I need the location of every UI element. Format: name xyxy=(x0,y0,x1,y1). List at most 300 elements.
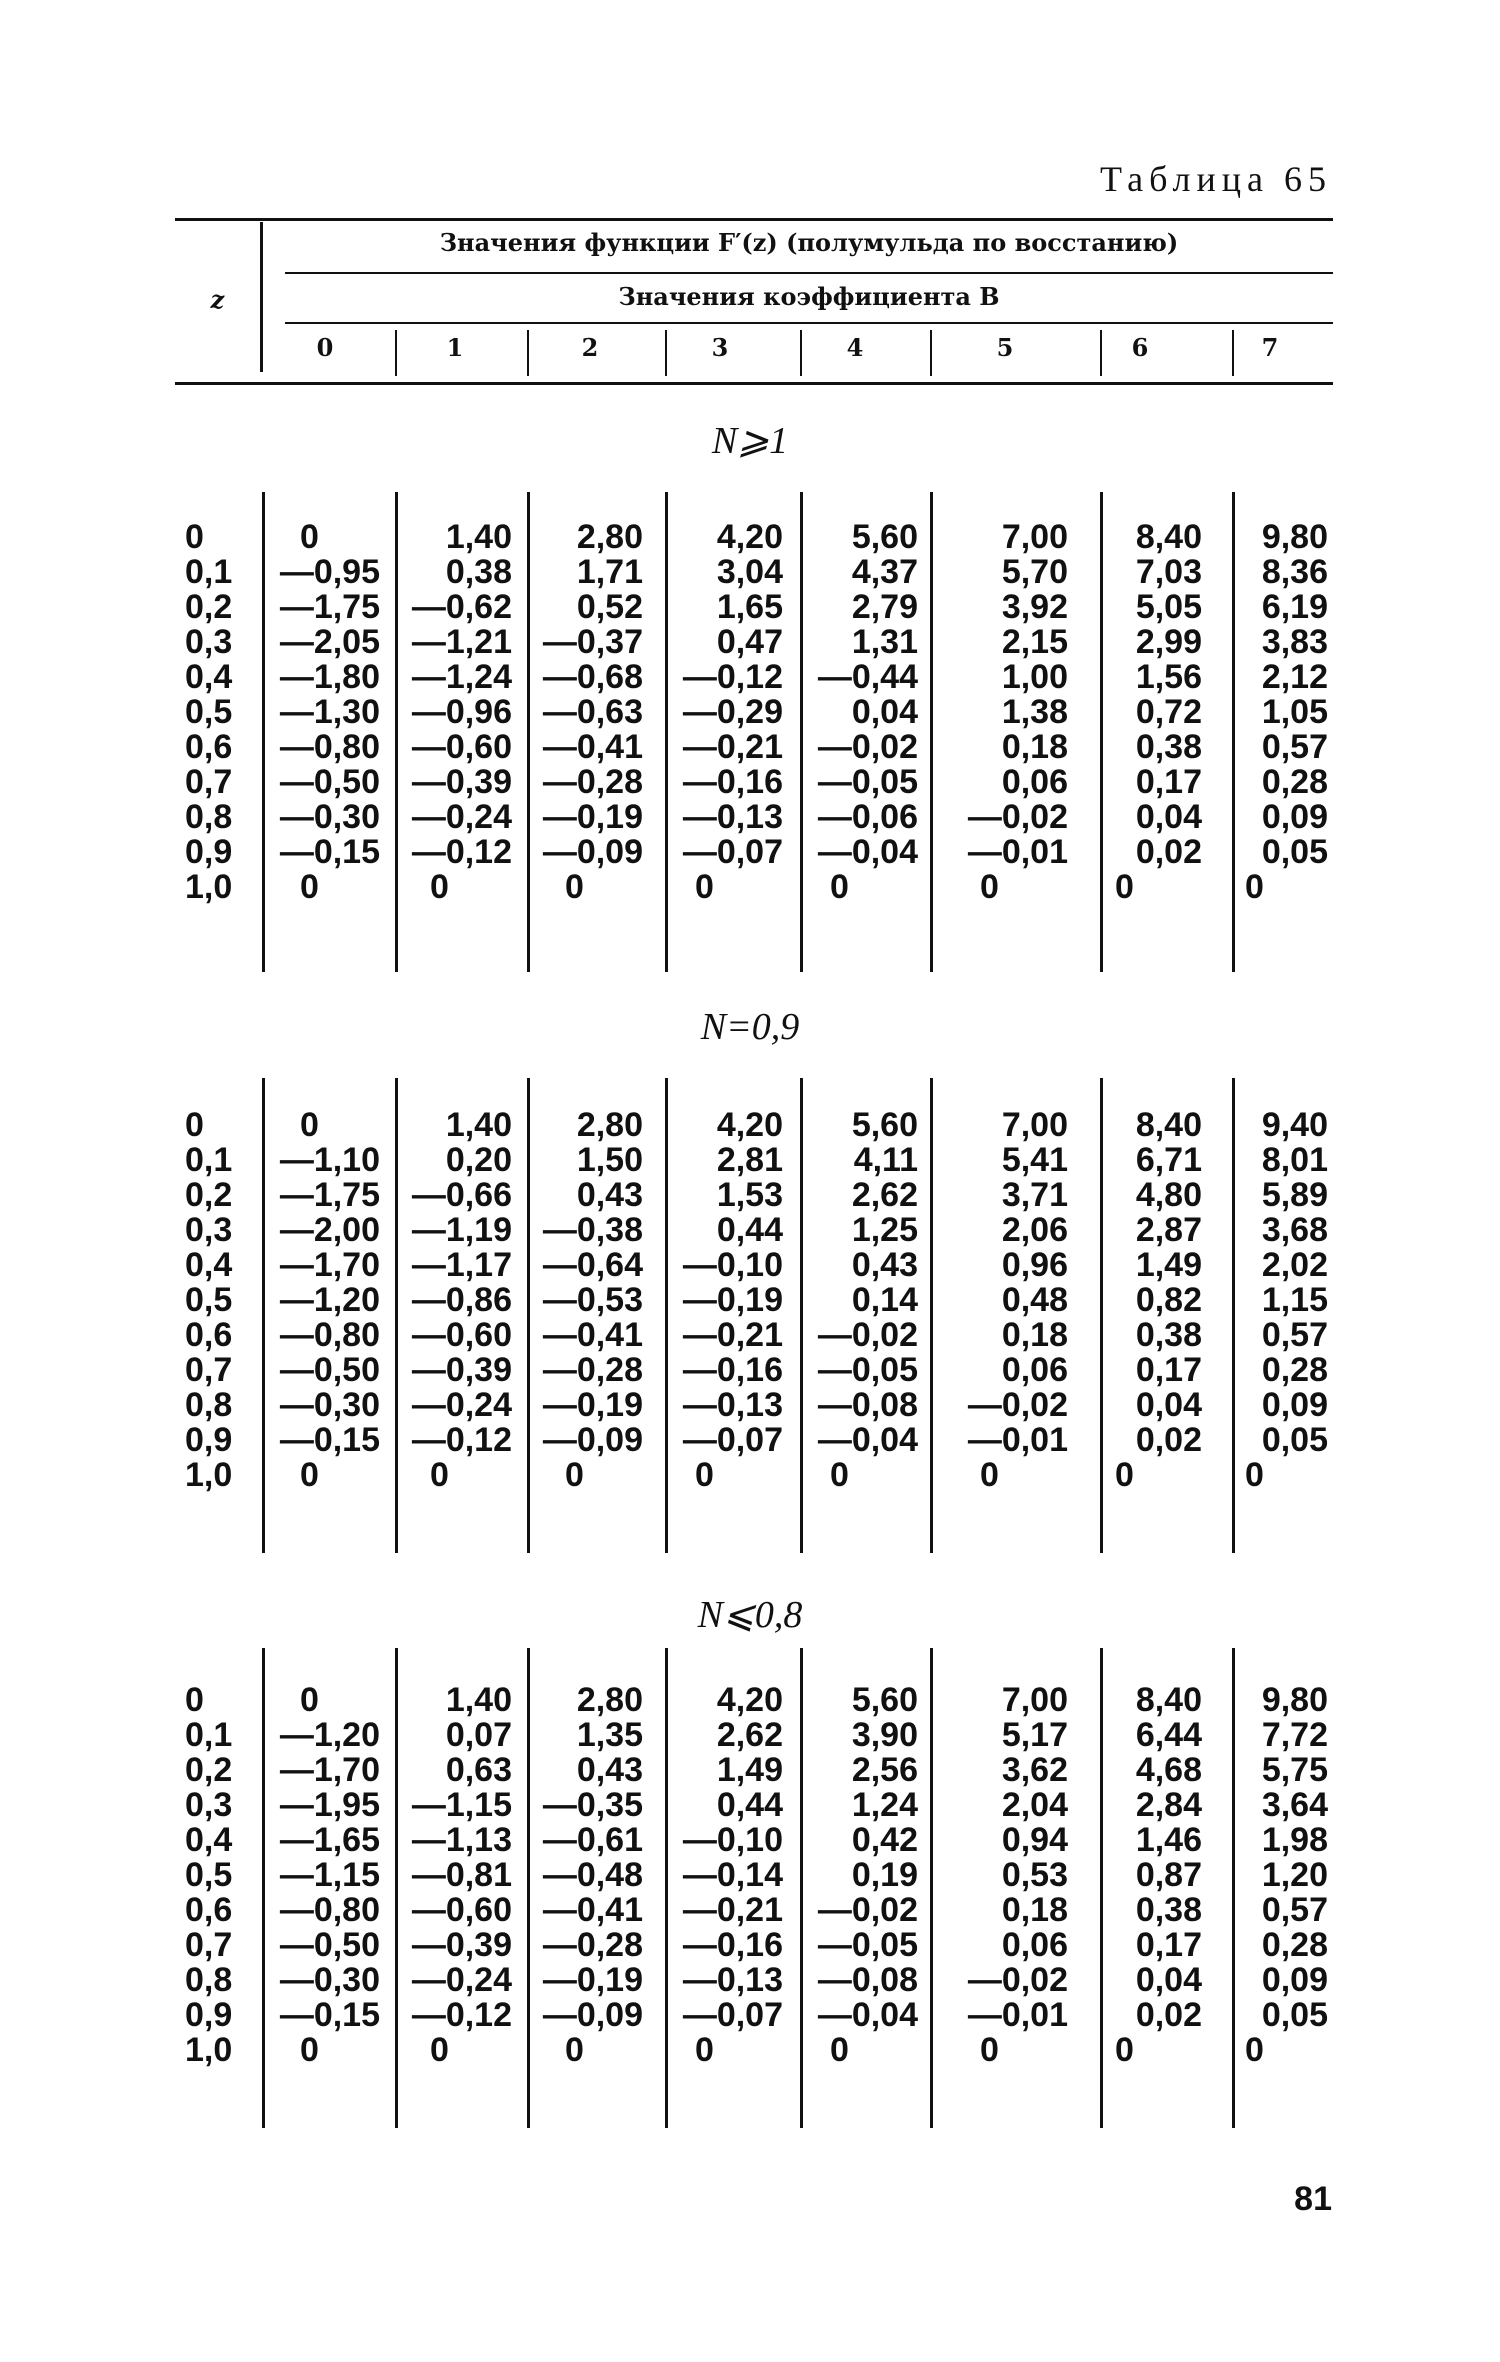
table-cell: —0,29 xyxy=(682,693,783,731)
z-value: 0,6 xyxy=(185,728,233,766)
table-cell: —0,30 xyxy=(279,798,380,836)
function-header: Значения функции F′(z) (полумульда по восстанию) xyxy=(439,228,1179,257)
z-value: 0,8 xyxy=(185,1386,233,1424)
table-cell: —0,19 xyxy=(542,1386,643,1424)
table-cell: 0 xyxy=(830,2031,849,2069)
header-z-divider xyxy=(260,222,263,372)
column-rule xyxy=(930,1648,933,2128)
table-cell: 1,25 xyxy=(851,1211,918,1249)
table-cell: 0,38 xyxy=(1135,1891,1202,1929)
table-cell: 0 xyxy=(1115,1456,1134,1494)
table-cell: 0,02 xyxy=(1135,1996,1202,2034)
section-label: N⩾1 xyxy=(711,420,789,462)
table-cell: 0,28 xyxy=(1261,1926,1328,1964)
table-cell: 0,17 xyxy=(1135,1351,1202,1389)
table-cell: 4,37 xyxy=(851,553,918,591)
table-cell: 0 xyxy=(1115,2031,1134,2069)
column-rule xyxy=(262,492,265,972)
table-cell: 2,80 xyxy=(576,1106,643,1144)
table-cell: 0,05 xyxy=(1261,1421,1328,1459)
table-cell: 0,57 xyxy=(1261,1891,1328,1929)
table-cell: 1,71 xyxy=(576,553,643,591)
table-cell: —0,37 xyxy=(542,623,643,661)
table-cell: —0,60 xyxy=(411,1891,512,1929)
table-cell: 0,94 xyxy=(1001,1821,1068,1859)
table-cell: —1,65 xyxy=(279,1821,380,1859)
table-cell: —0,21 xyxy=(682,1891,783,1929)
table-cell: 8,40 xyxy=(1135,1681,1202,1719)
table-cell: 0,19 xyxy=(851,1856,918,1894)
table-cell: 6,71 xyxy=(1135,1141,1202,1179)
table-cell: —0,13 xyxy=(682,1386,783,1424)
table-cell: —0,21 xyxy=(682,1316,783,1354)
table-cell: —0,48 xyxy=(542,1856,643,1894)
table-cell: 0 xyxy=(695,868,714,906)
column-rule xyxy=(1100,1078,1103,1553)
table-cell: —0,10 xyxy=(682,1821,783,1859)
table-cell: —0,02 xyxy=(817,728,918,766)
table-cell: 1,56 xyxy=(1135,658,1202,696)
table-cell: —0,24 xyxy=(411,1961,512,1999)
column-rule xyxy=(395,1078,398,1553)
table-cell: 2,80 xyxy=(576,518,643,556)
table-cell: 1,38 xyxy=(1001,693,1068,731)
table-cell: 0,07 xyxy=(445,1716,512,1754)
table-cell: 0 xyxy=(430,2031,449,2069)
table-cell: 0,09 xyxy=(1261,1386,1328,1424)
table-cell: 5,17 xyxy=(1001,1716,1068,1754)
table-cell: —0,12 xyxy=(682,658,783,696)
column-rule xyxy=(930,492,933,972)
table-cell: 0 xyxy=(1245,868,1264,906)
table-cell: 1,53 xyxy=(716,1176,783,1214)
table-cell: —0,15 xyxy=(279,833,380,871)
table-cell: 0,05 xyxy=(1261,1996,1328,2034)
table-cell: 0,44 xyxy=(716,1786,783,1824)
table-cell: 4,80 xyxy=(1135,1176,1202,1214)
table-cell: 0,04 xyxy=(851,693,918,731)
table-cell: 0 xyxy=(300,518,319,556)
z-value: 0,1 xyxy=(185,1141,233,1179)
table-cell: 0,44 xyxy=(716,1211,783,1249)
table-cell: 0 xyxy=(565,1456,584,1494)
z-value: 0,9 xyxy=(185,1421,233,1459)
table-cell: —0,41 xyxy=(542,1891,643,1929)
table-cell: 0,42 xyxy=(851,1821,918,1859)
header-column-divider xyxy=(800,330,802,376)
table-cell: 2,62 xyxy=(851,1176,918,1214)
table-cell: —0,41 xyxy=(542,1316,643,1354)
table-cell: —0,05 xyxy=(817,763,918,801)
z-value: 0,2 xyxy=(185,1751,233,1789)
table-cell: 0,96 xyxy=(1001,1246,1068,1284)
table-cell: 2,12 xyxy=(1261,658,1328,696)
column-rule xyxy=(1232,492,1235,972)
table-cell: 0,14 xyxy=(851,1281,918,1319)
table-cell: 5,60 xyxy=(851,518,918,556)
column-rule xyxy=(1232,1078,1235,1553)
z-value: 0,8 xyxy=(185,1961,233,1999)
table-cell: 4,20 xyxy=(716,1681,783,1719)
table-cell: —0,60 xyxy=(411,728,512,766)
table-cell: 2,99 xyxy=(1135,623,1202,661)
table-cell: 0,43 xyxy=(576,1176,643,1214)
column-number-7: 7 xyxy=(1261,333,1279,362)
table-cell: —1,15 xyxy=(411,1786,512,1824)
table-cell: 0 xyxy=(980,1456,999,1494)
column-number-6: 6 xyxy=(1131,333,1149,362)
header-low-rule xyxy=(285,322,1333,324)
table-cell: —0,05 xyxy=(817,1351,918,1389)
table-cell: —2,00 xyxy=(279,1211,380,1249)
table-cell: 1,49 xyxy=(1135,1246,1202,1284)
table-cell: —1,21 xyxy=(411,623,512,661)
table-cell: 3,83 xyxy=(1261,623,1328,661)
table-cell: —0,15 xyxy=(279,1996,380,2034)
table-cell: 0,72 xyxy=(1135,693,1202,731)
table-cell: 5,89 xyxy=(1261,1176,1328,1214)
table-cell: —0,04 xyxy=(817,833,918,871)
table-cell: —0,01 xyxy=(967,1421,1068,1459)
table-cell: —0,86 xyxy=(411,1281,512,1319)
z-value: 0 xyxy=(185,1681,204,1719)
table-cell: —2,05 xyxy=(279,623,380,661)
table-cell: —0,09 xyxy=(542,1421,643,1459)
table-cell: 2,79 xyxy=(851,588,918,626)
table-cell: —1,20 xyxy=(279,1281,380,1319)
z-value: 0,4 xyxy=(185,1246,233,1284)
table-cell: —0,63 xyxy=(542,693,643,731)
table-cell: 0 xyxy=(695,2031,714,2069)
table-cell: —0,53 xyxy=(542,1281,643,1319)
table-cell: —0,50 xyxy=(279,1351,380,1389)
table-cell: —0,39 xyxy=(411,763,512,801)
table-cell: 0,04 xyxy=(1135,1961,1202,1999)
header-column-divider xyxy=(930,330,932,376)
table-cell: —0,21 xyxy=(682,728,783,766)
column-rule xyxy=(395,1648,398,2128)
column-rule xyxy=(800,492,803,972)
table-cell: 0,18 xyxy=(1001,728,1068,766)
table-title: Таблица 65 xyxy=(1100,159,1332,199)
table-cell: 0,57 xyxy=(1261,1316,1328,1354)
z-value: 0 xyxy=(185,1106,204,1144)
table-cell: —0,15 xyxy=(279,1421,380,1459)
table-cell: 1,50 xyxy=(576,1141,643,1179)
column-number-1: 1 xyxy=(446,333,464,362)
table-cell: —0,16 xyxy=(682,1351,783,1389)
z-value: 0,3 xyxy=(185,623,233,661)
table-cell: 0,48 xyxy=(1001,1281,1068,1319)
table-cell: —0,13 xyxy=(682,798,783,836)
table-cell: —0,01 xyxy=(967,833,1068,871)
header-column-divider xyxy=(527,330,529,376)
table-cell: 1,05 xyxy=(1261,693,1328,731)
table-cell: 1,35 xyxy=(576,1716,643,1754)
table-cell: —0,28 xyxy=(542,763,643,801)
table-cell: —0,38 xyxy=(542,1211,643,1249)
table-cell: 3,64 xyxy=(1261,1786,1328,1824)
z-value: 0,6 xyxy=(185,1316,233,1354)
table-cell: 2,81 xyxy=(716,1141,783,1179)
table-cell: —1,24 xyxy=(411,658,512,696)
column-rule xyxy=(527,1648,530,2128)
table-cell: 0,05 xyxy=(1261,833,1328,871)
column-rule xyxy=(1100,1648,1103,2128)
table-cell: 0,87 xyxy=(1135,1856,1202,1894)
table-cell: 1,40 xyxy=(445,1106,512,1144)
table-cell: —0,28 xyxy=(542,1926,643,1964)
table-cell: —1,80 xyxy=(279,658,380,696)
table-cell: 0 xyxy=(980,868,999,906)
table-cell: 0 xyxy=(565,868,584,906)
table-cell: 0,38 xyxy=(1135,1316,1202,1354)
z-value: 1,0 xyxy=(185,1456,233,1494)
z-value: 0,2 xyxy=(185,1176,233,1214)
table-cell: 0 xyxy=(430,868,449,906)
table-cell: —0,24 xyxy=(411,1386,512,1424)
table-cell: 0,20 xyxy=(445,1141,512,1179)
z-value: 0,1 xyxy=(185,1716,233,1754)
table-cell: —1,75 xyxy=(279,588,380,626)
column-rule xyxy=(665,492,668,972)
table-cell: —0,13 xyxy=(682,1961,783,1999)
table-cell: 1,15 xyxy=(1261,1281,1328,1319)
table-cell: —1,30 xyxy=(279,693,380,731)
table-cell: —1,70 xyxy=(279,1751,380,1789)
table-cell: 2,06 xyxy=(1001,1211,1068,1249)
table-cell: 7,00 xyxy=(1001,1681,1068,1719)
table-cell: 0,38 xyxy=(445,553,512,591)
table-cell: 0 xyxy=(830,868,849,906)
table-cell: 5,60 xyxy=(851,1106,918,1144)
header-column-divider xyxy=(1100,330,1102,376)
table-cell: —0,50 xyxy=(279,1926,380,1964)
table-cell: 0,06 xyxy=(1001,763,1068,801)
table-cell: —0,16 xyxy=(682,1926,783,1964)
column-number-2: 2 xyxy=(581,333,599,362)
table-cell: 0 xyxy=(1115,868,1134,906)
z-value: 0,4 xyxy=(185,658,233,696)
table-cell: 0 xyxy=(565,2031,584,2069)
table-cell: 0,82 xyxy=(1135,1281,1202,1319)
column-rule xyxy=(527,492,530,972)
table-cell: 1,65 xyxy=(716,588,783,626)
table-cell: 3,68 xyxy=(1261,1211,1328,1249)
table-cell: —0,64 xyxy=(542,1246,643,1284)
table-cell: —0,66 xyxy=(411,1176,512,1214)
z-value: 0,8 xyxy=(185,798,233,836)
table-cell: 3,04 xyxy=(716,553,783,591)
z-value: 0,6 xyxy=(185,1891,233,1929)
section-label: N=0,9 xyxy=(700,1006,800,1048)
table-cell: —0,35 xyxy=(542,1786,643,1824)
table-cell: 0 xyxy=(695,1456,714,1494)
z-value: 0,4 xyxy=(185,1821,233,1859)
table-cell: —0,96 xyxy=(411,693,512,731)
table-cell: —0,02 xyxy=(967,1386,1068,1424)
z-header: z xyxy=(210,285,225,314)
table-cell: 8,36 xyxy=(1261,553,1328,591)
table-cell: 0,06 xyxy=(1001,1351,1068,1389)
table-cell: —0,50 xyxy=(279,763,380,801)
table-cell: 2,84 xyxy=(1135,1786,1202,1824)
table-cell: —0,28 xyxy=(542,1351,643,1389)
table-cell: —0,62 xyxy=(411,588,512,626)
table-cell: 0,02 xyxy=(1135,1421,1202,1459)
table-cell: 4,20 xyxy=(716,1106,783,1144)
table-cell: —0,61 xyxy=(542,1821,643,1859)
table-cell: 3,71 xyxy=(1001,1176,1068,1214)
table-cell: —0,10 xyxy=(682,1246,783,1284)
table-cell: —0,16 xyxy=(682,763,783,801)
table-cell: 7,00 xyxy=(1001,1106,1068,1144)
z-value: 0,5 xyxy=(185,1281,233,1319)
table-cell: —1,13 xyxy=(411,1821,512,1859)
column-rule xyxy=(800,1648,803,2128)
header-column-divider xyxy=(665,330,667,376)
table-cell: 0 xyxy=(430,1456,449,1494)
table-cell: 2,02 xyxy=(1261,1246,1328,1284)
table-cell: —0,30 xyxy=(279,1386,380,1424)
table-cell: —0,12 xyxy=(411,1996,512,2034)
column-rule xyxy=(262,1078,265,1553)
table-cell: 2,56 xyxy=(851,1751,918,1789)
table-cell: 8,01 xyxy=(1261,1141,1328,1179)
z-value: 0,7 xyxy=(185,1926,233,1964)
z-value: 0,9 xyxy=(185,1996,233,2034)
table-cell: 6,44 xyxy=(1135,1716,1202,1754)
column-rule xyxy=(262,1648,265,2128)
column-rule xyxy=(665,1078,668,1553)
z-value: 0,5 xyxy=(185,693,233,731)
table-cell: 0,38 xyxy=(1135,728,1202,766)
table-cell: 4,68 xyxy=(1135,1751,1202,1789)
table-cell: —1,70 xyxy=(279,1246,380,1284)
table-cell: —0,09 xyxy=(542,833,643,871)
table-cell: —1,10 xyxy=(279,1141,380,1179)
z-value: 0,7 xyxy=(185,763,233,801)
table-cell: 1,46 xyxy=(1135,1821,1202,1859)
table-cell: —0,02 xyxy=(817,1316,918,1354)
column-rule xyxy=(1100,492,1103,972)
table-cell: 0,28 xyxy=(1261,763,1328,801)
z-value: 0,3 xyxy=(185,1786,233,1824)
table-cell: 4,11 xyxy=(853,1141,918,1179)
table-cell: 0 xyxy=(300,1681,319,1719)
table-cell: —1,17 xyxy=(411,1246,512,1284)
table-cell: 1,40 xyxy=(445,518,512,556)
table-cell: —0,44 xyxy=(817,658,918,696)
table-cell: 7,03 xyxy=(1135,553,1202,591)
table-cell: —0,30 xyxy=(279,1961,380,1999)
table-cell: 0 xyxy=(1245,2031,1264,2069)
table-cell: 0,18 xyxy=(1001,1316,1068,1354)
table-cell: 2,04 xyxy=(1001,1786,1068,1824)
table-cell: 9,80 xyxy=(1261,518,1328,556)
z-value: 0,7 xyxy=(185,1351,233,1389)
table-cell: 1,31 xyxy=(851,623,918,661)
table-cell: —0,39 xyxy=(411,1351,512,1389)
table-cell: 6,19 xyxy=(1261,588,1328,626)
table-cell: 1,98 xyxy=(1261,1821,1328,1859)
table-cell: —0,95 xyxy=(279,553,380,591)
table-cell: —0,81 xyxy=(411,1856,512,1894)
table-cell: 0 xyxy=(980,2031,999,2069)
table-cell: 0,47 xyxy=(716,623,783,661)
table-cell: 5,41 xyxy=(1001,1141,1068,1179)
table-cell: 0,57 xyxy=(1261,728,1328,766)
table-cell: —0,01 xyxy=(967,1996,1068,2034)
z-value: 0,5 xyxy=(185,1856,233,1894)
table-cell: 7,72 xyxy=(1261,1716,1328,1754)
table-cell: —0,08 xyxy=(817,1386,918,1424)
table-cell: 5,05 xyxy=(1135,588,1202,626)
table-cell: 0,04 xyxy=(1135,1386,1202,1424)
table-cell: —0,14 xyxy=(682,1856,783,1894)
column-rule xyxy=(527,1078,530,1553)
z-value: 0 xyxy=(185,518,204,556)
column-number-0: 0 xyxy=(316,333,334,362)
table-cell: 1,00 xyxy=(1001,658,1068,696)
table-cell: —0,07 xyxy=(682,1996,783,2034)
column-rule xyxy=(930,1078,933,1553)
header-column-divider xyxy=(395,330,397,376)
table-cell: 0 xyxy=(300,868,319,906)
table-cell: 1,49 xyxy=(716,1751,783,1789)
table-cell: —0,41 xyxy=(542,728,643,766)
table-cell: —1,95 xyxy=(279,1786,380,1824)
table-cell: 3,92 xyxy=(1001,588,1068,626)
table-cell: —0,07 xyxy=(682,833,783,871)
table-cell: 1,20 xyxy=(1261,1856,1328,1894)
table-cell: —1,15 xyxy=(279,1856,380,1894)
table-cell: 0,09 xyxy=(1261,798,1328,836)
table-cell: 5,75 xyxy=(1261,1751,1328,1789)
header-mid-rule xyxy=(285,272,1333,274)
table-cell: —0,19 xyxy=(542,1961,643,1999)
table-cell: 0,52 xyxy=(576,588,643,626)
table-cell: —0,19 xyxy=(542,798,643,836)
column-number-5: 5 xyxy=(996,333,1014,362)
table-cell: 0 xyxy=(300,1106,319,1144)
table-cell: —0,09 xyxy=(542,1996,643,2034)
table-cell: 5,70 xyxy=(1001,553,1068,591)
table-cell: 0,28 xyxy=(1261,1351,1328,1389)
section-label: N⩽0,8 xyxy=(697,1594,803,1636)
z-value: 0,1 xyxy=(185,553,233,591)
header-top-rule xyxy=(175,218,1333,221)
table-cell: —0,68 xyxy=(542,658,643,696)
z-value: 0,9 xyxy=(185,833,233,871)
table-cell: 7,00 xyxy=(1001,518,1068,556)
table-cell: —1,20 xyxy=(279,1716,380,1754)
table-cell: —0,07 xyxy=(682,1421,783,1459)
table-cell: 0,43 xyxy=(851,1246,918,1284)
table-cell: 5,60 xyxy=(851,1681,918,1719)
table-cell: 0,17 xyxy=(1135,1926,1202,1964)
header-bottom-rule xyxy=(175,382,1333,385)
table-cell: 0 xyxy=(300,2031,319,2069)
column-rule xyxy=(1232,1648,1235,2128)
table-cell: —0,05 xyxy=(817,1926,918,1964)
table-cell: —1,75 xyxy=(279,1176,380,1214)
table-cell: —0,80 xyxy=(279,728,380,766)
table-cell: —0,06 xyxy=(817,798,918,836)
column-number-4: 4 xyxy=(846,333,864,362)
column-rule xyxy=(665,1648,668,2128)
table-cell: —0,02 xyxy=(967,1961,1068,1999)
